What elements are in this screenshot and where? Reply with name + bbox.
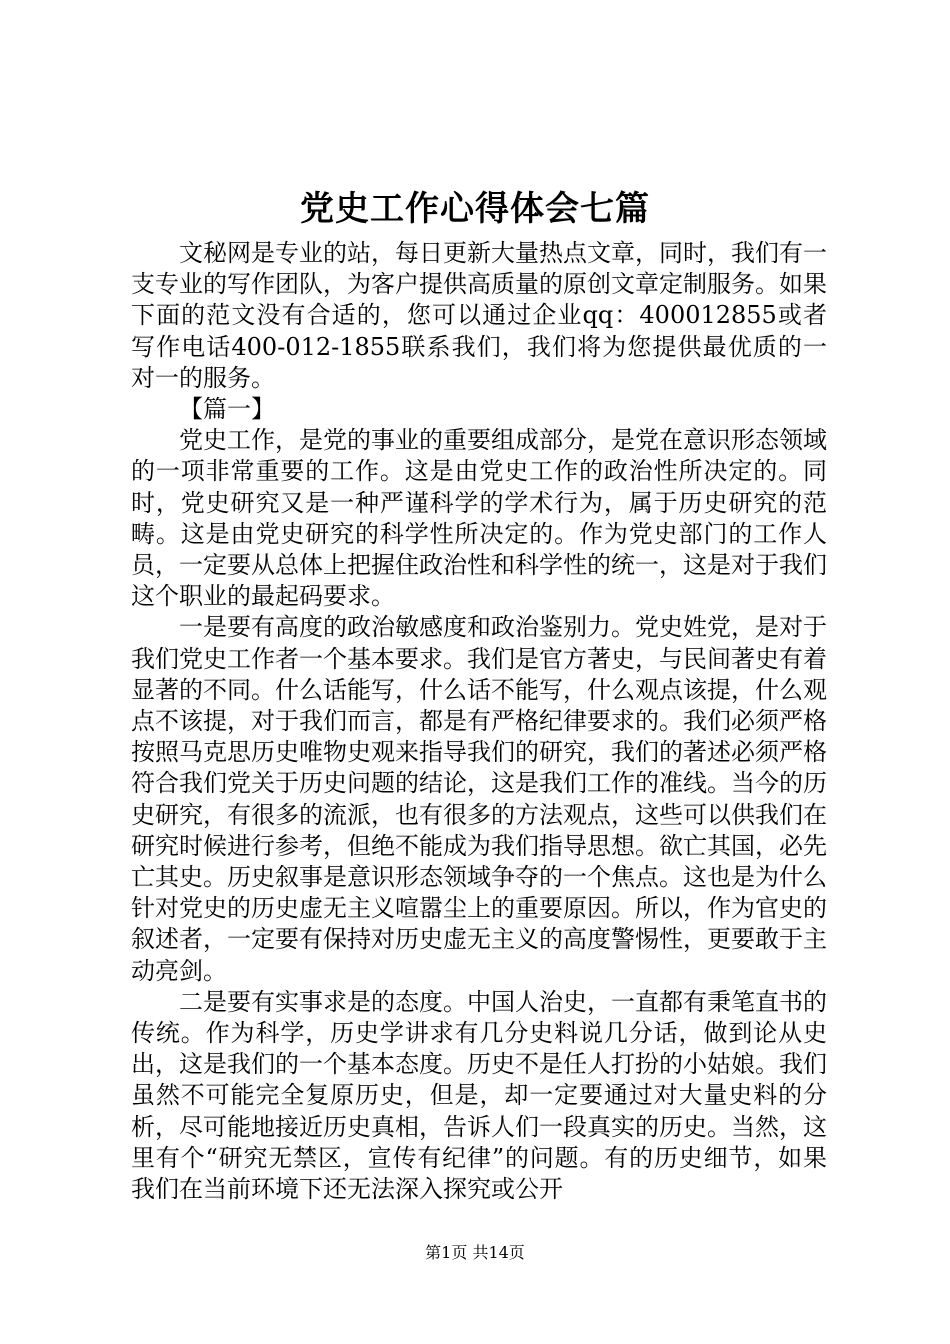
document-body — [131, 238, 827, 1205]
body-paragraph: 二是要有实事求是的态度。中国人治史，一直都有秉笔直书的传统。作为科学，历史学讲求有几分史料说几分话，做到论从史出，这是我们的一个基本态度。历史不是任人打扮的小姑娘。我们虽然不可能完全复原历史，但是，却一定要通过对大量史料的分析，尽可能地接近历史真相，告诉人们一段真实的历史。当然，这里有个“研究无禁区，宣传有纪律”的问题。有的历史细节，如果我们在当前环境下还无法深入探究或公开 — [131, 987, 827, 1204]
section-heading: 【篇一】 — [179, 395, 275, 424]
body-paragraph: 一是要有高度的政治敏感度和政治鉴别力。党史姓党，是对于我们党史工作者一个基本要求。我们是官方著史，与民间著史有着显著的不同。什么话能写，什么话不能写，什么观点该提，什么观点不该提，对于我们而言，都是有严格纪律要求的。我们必须严格按照马克思历史唯物史观来指导我们的研究，我们的著述必须严格符合我们党关于历史问题的结论，这是我们工作的准线。当今的历史研究，有很多的流派，也有很多的方法观点，这些可以供我们在研究时候进行参考，但绝不能成为我们指导思想。欲亡其国，必先亡其史。历史叙事是意识形态领域争夺的一个焦点。这也是为什么针对党史的历史虚无主义喧嚣尘上的重要原因。所以，作为官史的叙述者，一定要有保持对历史虚无主义的高度警惕性，更要敢于主动亮剑。 — [131, 613, 827, 985]
body-paragraph: 党史工作，是党的事业的重要组成部分，是党在意识形态领域的一项非常重要的工作。这是由党史工作的政治性所决定的。同时，党史研究又是一种严谨科学的学术行为，属于历史研究的范畴。这是由党史研究的科学性所决定的。作为党史部门的工作人员，一定要从总体上把握住政治性和科学性的统一，这是对于我们这个职业的最起码要求。 — [131, 426, 827, 611]
intro-paragraph: 文秘网是专业的站，每日更新大量热点文章，同时，我们有一支专业的写作团队，为客户提供高质量的原创文章定制服务。如果下面的范文没有合适的，您可以通过企业qq：400012855或者写作电话400-012-1855联系我们，我们将为您提供最优质的一对一的服务。 — [131, 239, 827, 392]
document-title: 党史工作心得体会七篇 — [300, 189, 650, 229]
page-number-footer: 第1页 共14页 — [425, 1243, 525, 1262]
